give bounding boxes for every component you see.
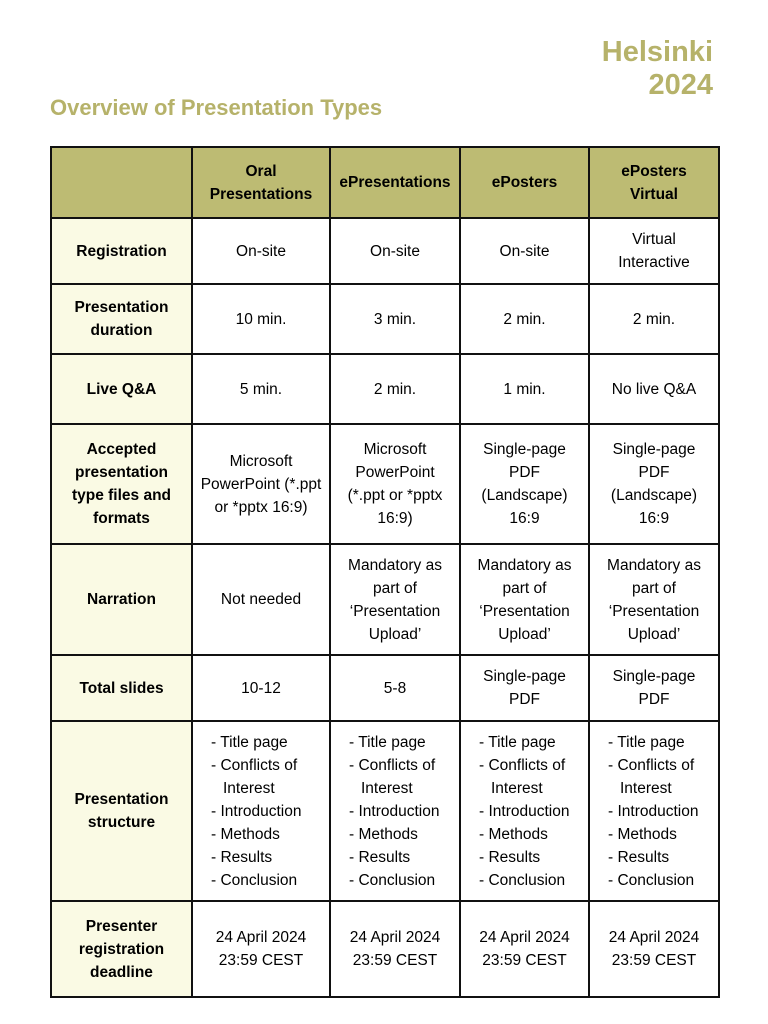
list-item: - Title page xyxy=(211,733,288,751)
structure-list xyxy=(192,721,330,901)
list-item: - Conflicts of xyxy=(349,756,436,774)
list-item: - Conclusion xyxy=(608,871,695,889)
table-row xyxy=(51,544,719,655)
row-label: Presentation structure xyxy=(51,721,192,901)
table-cell: 10 min. xyxy=(192,284,330,354)
structure-list xyxy=(330,721,460,901)
table-cell: Single-page PDF xyxy=(460,655,589,721)
table-row xyxy=(51,901,719,997)
list-item: - Methods xyxy=(349,825,418,843)
row-label: Accepted presentation type files and formats xyxy=(51,424,192,544)
table-cell: Single-page PDF xyxy=(589,655,719,721)
list-item: - Introduction xyxy=(349,802,440,820)
brand-city: Helsinki xyxy=(601,36,713,68)
row-label: Presentation duration xyxy=(51,284,192,354)
table-cell: 24 April 2024 23:59 CEST xyxy=(589,901,719,997)
table-cell: No live Q&A xyxy=(589,354,719,424)
row-label: Registration xyxy=(51,218,192,284)
column-header: ePresentations xyxy=(330,147,460,218)
table-cell: Mandatory as part of ‘Presentation Upload’ xyxy=(589,544,719,655)
list-item: Interest xyxy=(620,779,672,797)
structure-list xyxy=(460,721,589,901)
table-row xyxy=(51,284,719,354)
list-item: - Conclusion xyxy=(479,871,566,889)
table-cell: 5 min. xyxy=(192,354,330,424)
list-item: - Methods xyxy=(211,825,280,843)
list-item: Interest xyxy=(361,779,413,797)
list-item: - Results xyxy=(479,848,541,866)
table-cell: 24 April 2024 23:59 CEST xyxy=(460,901,589,997)
table-row xyxy=(51,721,719,901)
list-item: - Conflicts of xyxy=(211,756,298,774)
table-row xyxy=(51,354,719,424)
table-cell: 24 April 2024 23:59 CEST xyxy=(192,901,330,997)
table-cell: Single-page PDF (Landscape) 16:9 xyxy=(589,424,719,544)
table-cell: 2 min. xyxy=(330,354,460,424)
table-cell: 5-8 xyxy=(330,655,460,721)
list-item: - Conflicts of xyxy=(479,756,566,774)
table-cell: 24 April 2024 23:59 CEST xyxy=(330,901,460,997)
table-row xyxy=(51,655,719,721)
table-cell: 3 min. xyxy=(330,284,460,354)
list-item: - Introduction xyxy=(479,802,570,820)
table-header-row xyxy=(51,147,719,218)
list-item: - Introduction xyxy=(211,802,302,820)
row-label: Live Q&A xyxy=(51,354,192,424)
brand-logo-text xyxy=(602,36,713,102)
table-cell: Single-page PDF (Landscape) 16:9 xyxy=(460,424,589,544)
table-cell: 2 min. xyxy=(589,284,719,354)
brand-year: 2024 xyxy=(648,69,713,101)
list-item: Interest xyxy=(223,779,275,797)
table-cell: 2 min. xyxy=(460,284,589,354)
list-item: - Title page xyxy=(608,733,685,751)
list-item: - Results xyxy=(211,848,273,866)
table-cell: Mandatory as part of ‘Presentation Upload’ xyxy=(330,544,460,655)
list-item: - Title page xyxy=(479,733,556,751)
list-item: - Methods xyxy=(608,825,677,843)
table-row xyxy=(51,218,719,284)
table-cell: Microsoft PowerPoint (*.ppt or *pptx 16:9) xyxy=(330,424,460,544)
list-item: - Conclusion xyxy=(211,871,298,889)
table-cell: On-site xyxy=(460,218,589,284)
list-item: Interest xyxy=(491,779,543,797)
table-row xyxy=(51,424,719,544)
list-item: - Results xyxy=(608,848,670,866)
presentation-types-table xyxy=(50,146,720,998)
list-item: - Methods xyxy=(479,825,548,843)
list-item: - Conclusion xyxy=(349,871,436,889)
list-item: - Title page xyxy=(349,733,426,751)
table-cell: On-site xyxy=(192,218,330,284)
table-cell: 1 min. xyxy=(460,354,589,424)
table-cell: Mandatory as part of ‘Presentation Upload’ xyxy=(460,544,589,655)
list-item: - Results xyxy=(349,848,411,866)
page-title: Overview of Presentation Types xyxy=(50,95,383,120)
structure-list xyxy=(589,721,719,901)
table-cell: On-site xyxy=(330,218,460,284)
row-label: Narration xyxy=(51,544,192,655)
list-item: - Introduction xyxy=(608,802,699,820)
table-cell: Virtual Interactive xyxy=(589,218,719,284)
corner-cell xyxy=(51,147,192,218)
column-header: Oral Presentations xyxy=(192,147,330,218)
table-cell: Microsoft PowerPoint (*.ppt or *pptx 16:9) xyxy=(192,424,330,544)
row-label: Presenter registration deadline xyxy=(51,901,192,997)
list-item: - Conflicts of xyxy=(608,756,695,774)
column-header: ePosters Virtual xyxy=(589,147,719,218)
table-cell: Not needed xyxy=(192,544,330,655)
row-label: Total slides xyxy=(51,655,192,721)
table-cell: 10-12 xyxy=(192,655,330,721)
column-header: ePosters xyxy=(460,147,589,218)
